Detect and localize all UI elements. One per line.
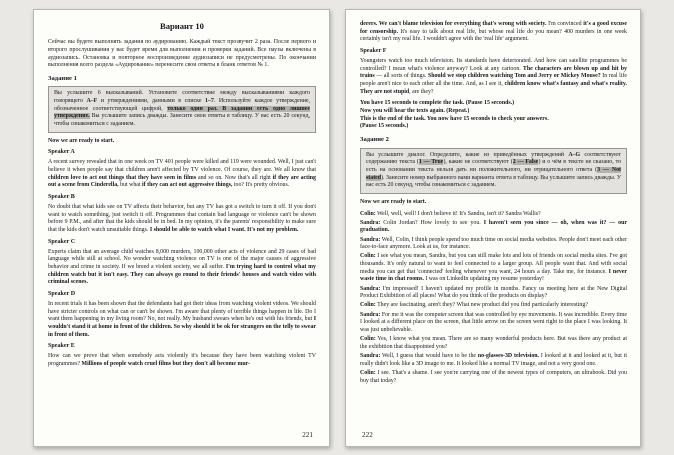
task2-instruction-text: Вы услышите диалог. Определите, какие из приведённых утверждений A–G соответствуют содержанию текста (1 — True), какие не соответствуют (2 — False) и о чём в тексте не сказано, то есть на основании текста нельзя дать ни положительного, ни отрицательного ответа (3 — Not stated). Занесите номер выбранного вами варианта ответа в таблицу. Вы услышите запись дважды. У вас есть 20 секунд, чтобы ознакомиться с заданием. xyxy=(366,151,622,189)
speaker-f-heading: Speaker F xyxy=(360,48,387,55)
speaker-a-block xyxy=(48,149,316,190)
ready-to-start-text-2: Now we are ready to start. xyxy=(360,198,427,205)
speaker-a-heading: Speaker A xyxy=(48,149,75,156)
right-page xyxy=(345,9,641,447)
speaker-c-block xyxy=(48,239,316,287)
speaker-e-continuation-text: derers. We can't blame television for everything that's wrong with society. I'm convinced it's a good excuse for censorship. It's easy to talk about real life, but whose real life do you mean? 400 murders in one week certainly isn't my real life. I wouldn't agree with the 'real life' argument. xyxy=(360,21,628,43)
speaker-e-heading: Speaker E xyxy=(48,343,75,350)
speaker-b-heading: Speaker B xyxy=(48,194,75,201)
task2-instruction-box xyxy=(360,148,627,194)
speaker-c-heading: Speaker C xyxy=(48,238,76,245)
dialogue-line: Sandra: I'm impressed! I haven't updated my profile in months. Fancy us meeting here at the New Digital Product Exhibition of all places! What do you think of the products on display? xyxy=(360,285,627,300)
dialogue-line: Sandra: Colin Jordan? How lovely to see you. I haven't seen you since — oh, when was it? — our graduation. xyxy=(360,219,627,234)
speaker-a-text: A recent survey revealed that in one week on TV 401 people were killed and 119 were wounded. Well, I just can't believe it when people say that children aren't affected by TV violence. Of course, they are. We all know that children love to act out things that they have seen in films and so on. Now that's all right if they are acting out a scene from Cinderella, but what if they can act out aggressive things, too? It's pretty obvious. xyxy=(48,159,316,189)
task1-heading: Задание 1 xyxy=(48,74,77,82)
dialogue-line: Sandra: Well, Colin, I think people spend too much time on social media websites. People don't meet each other face-to-face anymore. Look at us, for instance. xyxy=(360,236,627,251)
task2-heading: Задание 2 xyxy=(360,135,389,143)
left-page xyxy=(33,9,330,447)
dialogue-line: Colin: Yes, I know what you mean. There are so many wonderful products here. But was there any product at the exhibition that disappointed you? xyxy=(360,336,627,350)
dialogue-line: Colin: I see what you mean, Sandra, but you can still make lots and lots of friends on social media sites. I've got thousands. It's only natural to want to feel connected to a larger group. All people want that. And with social media you can get that 'connected' feeling whenever you want, 24 hours a day. Take me, for instance. I never waste time in chat rooms. I was on LinkedIn updating my resume yesterday! xyxy=(360,253,627,283)
speaker-d-block xyxy=(48,291,316,339)
pause-line: This is the end of the task. You now have 15 seconds to check your answers. xyxy=(360,115,549,122)
speaker-b-text: No doubt that what kids see on TV affects their behavior, but any TV has got a switch to turn it off. If you don't want to watch something, just switch it off. Programmes that contain bad language or violence can't be shown before 9 P.M., and after that the kids should be in bed. In my opinion, it's the parents' responsibility to make sure that the kids don't watch unsuitable things. I should be able to watch what I want. It's not my problem. xyxy=(48,203,316,233)
page-number-221: 221 xyxy=(302,430,313,439)
ready-to-start-text-1: Now we are ready to start. xyxy=(48,137,115,144)
speaker-d-text: In recent trials it has been shown that the defendants had got their ideas from watching violent videos. We should have stricter controls on what can or can't be shown. I'm aware that plenty of terrible things happen in life. Do I want them happening in my living room? No, not really. My husband swears when he's out with his friends, but I wouldn't stand it at home in front of the children. So why should it be ok for strangers on the telly to swear in front of them. xyxy=(48,300,316,338)
speaker-f-text: Youngsters watch too much television. Its standards have deteriorated. And how can satellite programmes be controlled? I mean what's violence anyway? Look at any cartoon. The characters are blown up and hit by trains — all sorts of things. Should we stop children watching Tom and Jerry or Mickey Mouse? In real life people aren't nice to each other all the time. And, as I see it, children know what's fantasy and what's reality. They are not stupid, are they? xyxy=(360,57,627,95)
task1-instruction-text: Вы услышите 6 высказываний. Установите соответствие между высказываниями каждого говорящего A–F и утверждениями, данными в списке 1–7. Используйте каждое утверждение, обозначенное соответствующей цифрой, только один раз. В задании есть одно лишнее утверждение. Вы услышите запись дважды. Занесите свои ответы в таблицу. У вас есть 20 секунд, чтобы ознакомиться с заданием. xyxy=(54,90,310,128)
dialogue-line: Colin: Well, well, well! I don't believe it! It's Sandra, isn't it? Sandra Wallis? xyxy=(360,210,541,217)
speaker-c-text: Experts claim that an average child watches 8,000 murders, 100,000 other acts of violence and 29 cases of bad language while still at school. No wonder watching violence on TV is one of the major causes of aggressive behavior and crime in society. If we breed a violent society, we all suffer. I'm trying hard to control what my children watch but it isn't easy. They can always go round to their friends' houses and watch video with criminal scenes. xyxy=(48,248,316,286)
pause-line: You have 15 seconds to complete the task. (Pause 15 seconds.) xyxy=(360,100,515,107)
page-number-222: 222 xyxy=(362,430,373,439)
pause-block xyxy=(360,100,627,131)
pause-line: (Pause 15 seconds.) xyxy=(360,123,409,130)
dialogue-line: Colin: I see. That's a shame. I see you're carrying one of the newest types of computers, an ultrabook. Did you buy that today? xyxy=(360,369,627,384)
variant-title: Вариант 10 xyxy=(160,21,204,31)
task1-instruction-box xyxy=(48,86,316,132)
dialogue-line: Colin: They are fascinating, aren't they? What new product did you find particularly interesting? xyxy=(360,302,588,309)
speaker-d-heading: Speaker D xyxy=(48,290,76,297)
speaker-f-block xyxy=(360,48,627,96)
speaker-e-block xyxy=(48,343,316,368)
dialogue-line: Sandra: For me it was the computer screen that was controlled by eye movements. It was incredible. Every time I looked at a different place on the screen, that little arrow on the screen went right to the place I was looking. It was just unbelievable. xyxy=(360,311,627,333)
speaker-b-block xyxy=(48,194,316,235)
dialogue-line: Sandra: Well, I guess that would have to be the no-glasses-3D television. I looked at it and looked at it, but it really didn't look like a 3D image to me. It looked like a normal TV image, and not a very good one. xyxy=(360,353,627,367)
pause-line: Now you will hear the texts again. (Repeat.) xyxy=(360,107,470,114)
speaker-e-text: How can we prove that when somebody acts violently it's because they have been watching violent TV programmes? Millions of people watch cruel films but they don't all become mur- xyxy=(48,353,316,367)
audio-instructions-intro: Сейчас вы будете выполнять задания по аудированию. Каждый текст прозвучит 2 раза. После первого и второго прослушивания у вас будет время для выполнения и проверки заданий. Все паузы включены в аудиозапись. Остановка и повторное воспроизведение аудиозаписи не предусмотрены. По окончании выполнения всего раздела «Аудирование» перенесите свои ответы в бланк ответов № 1. xyxy=(48,39,316,69)
